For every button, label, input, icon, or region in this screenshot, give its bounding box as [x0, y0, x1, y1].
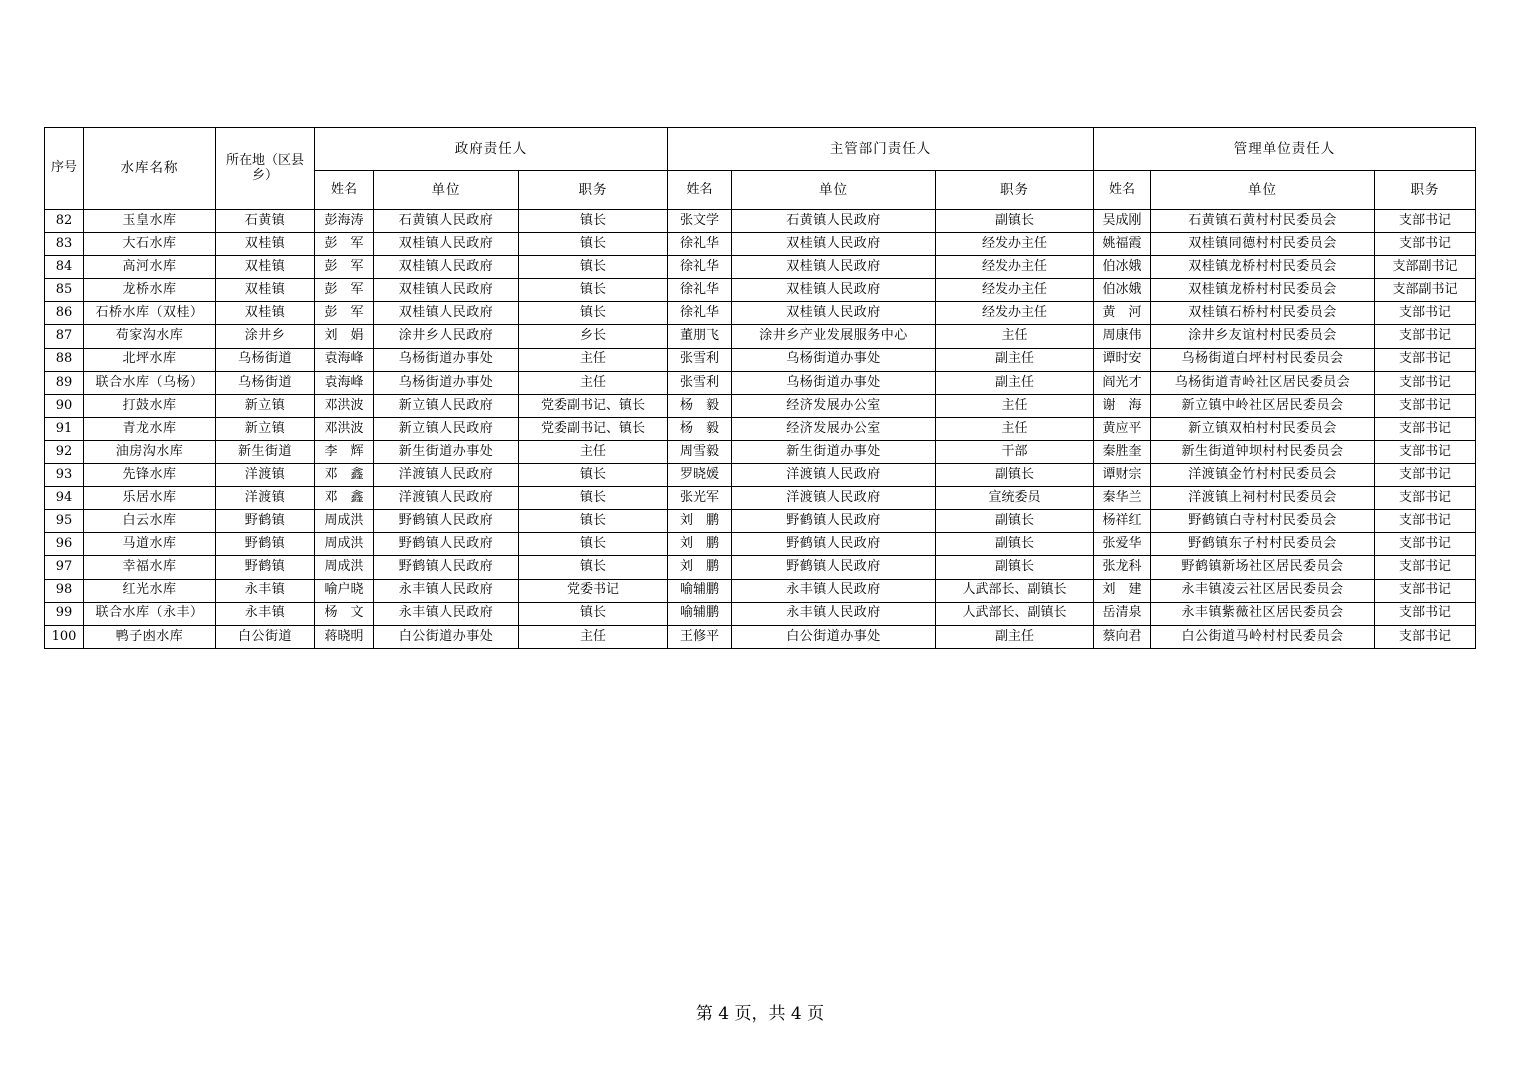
cell-mgmt-unit: 洋渡镇上祠村村民委员会 [1151, 487, 1375, 510]
cell-mgmt-duty: 支部书记 [1375, 487, 1476, 510]
cell-location: 乌杨街道 [216, 348, 315, 371]
cell-location: 新生街道 [216, 440, 315, 463]
cell-gov-unit: 石黄镇人民政府 [374, 210, 519, 233]
cell-gov-name: 周成洪 [315, 533, 374, 556]
cell-mgmt-unit: 永丰镇凌云社区居民委员会 [1151, 579, 1375, 602]
cell-dept-unit: 野鹤镇人民政府 [732, 510, 936, 533]
header-mgmt-unit: 单位 [1151, 171, 1375, 210]
cell-gov-name: 周成洪 [315, 556, 374, 579]
cell-gov-name: 袁海峰 [315, 348, 374, 371]
header-dept-unit: 单位 [732, 171, 936, 210]
table-row [45, 625, 1476, 648]
cell-mgmt-name: 伯冰娥 [1094, 256, 1151, 279]
cell-gov-duty: 镇长 [519, 510, 668, 533]
cell-dept-duty: 宣统委员 [936, 487, 1094, 510]
cell-dept-name: 杨 毅 [668, 394, 732, 417]
cell-reservoir-name: 乐居水库 [84, 487, 216, 510]
cell-mgmt-duty: 支部书记 [1375, 210, 1476, 233]
cell-gov-name: 喻户晓 [315, 579, 374, 602]
cell-dept-name: 张雪利 [668, 348, 732, 371]
cell-gov-duty: 主任 [519, 348, 668, 371]
cell-dept-name: 刘 鹏 [668, 556, 732, 579]
cell-gov-unit: 双桂镇人民政府 [374, 233, 519, 256]
table-row [45, 417, 1476, 440]
cell-location: 野鹤镇 [216, 533, 315, 556]
table-row [45, 440, 1476, 463]
table-row [45, 302, 1476, 325]
header-reservoir-name: 水库名称 [84, 128, 216, 210]
cell-mgmt-unit: 新立镇双柏村村民委员会 [1151, 417, 1375, 440]
header-gov-duty: 职务 [519, 171, 668, 210]
table-row [45, 556, 1476, 579]
cell-mgmt-name: 张龙科 [1094, 556, 1151, 579]
cell-mgmt-unit: 双桂镇龙桥村村民委员会 [1151, 279, 1375, 302]
cell-location: 白公街道 [216, 625, 315, 648]
cell-location: 涂井乡 [216, 325, 315, 348]
cell-mgmt-name: 谭财宗 [1094, 464, 1151, 487]
cell-dept-name: 杨 毅 [668, 417, 732, 440]
cell-gov-name: 彭 军 [315, 279, 374, 302]
cell-mgmt-name: 吴成刚 [1094, 210, 1151, 233]
cell-gov-unit: 涂井乡人民政府 [374, 325, 519, 348]
table-row [45, 533, 1476, 556]
cell-mgmt-name: 张爱华 [1094, 533, 1151, 556]
cell-dept-duty: 经发办主任 [936, 256, 1094, 279]
cell-gov-name: 邓 鑫 [315, 487, 374, 510]
cell-location: 双桂镇 [216, 256, 315, 279]
header-dept-name: 姓名 [668, 171, 732, 210]
cell-mgmt-name: 谢 海 [1094, 394, 1151, 417]
cell-mgmt-unit: 野鹤镇东子村村民委员会 [1151, 533, 1375, 556]
cell-dept-duty: 副镇长 [936, 210, 1094, 233]
cell-reservoir-name: 联合水库（乌杨） [84, 371, 216, 394]
cell-gov-duty: 镇长 [519, 233, 668, 256]
cell-dept-name: 刘 鹏 [668, 533, 732, 556]
header-mgmt-name: 姓名 [1094, 171, 1151, 210]
header-mgmt-group: 管理单位责任人 [1094, 128, 1476, 171]
cell-gov-name: 邓洪波 [315, 417, 374, 440]
cell-gov-name: 彭 军 [315, 256, 374, 279]
header-gov-name: 姓名 [315, 171, 374, 210]
cell-location: 洋渡镇 [216, 487, 315, 510]
cell-seq: 98 [45, 579, 84, 602]
cell-dept-duty: 人武部长、副镇长 [936, 602, 1094, 625]
cell-seq: 91 [45, 417, 84, 440]
cell-dept-duty: 副镇长 [936, 556, 1094, 579]
cell-mgmt-name: 黄 河 [1094, 302, 1151, 325]
cell-dept-duty: 副镇长 [936, 510, 1094, 533]
cell-gov-duty: 镇长 [519, 464, 668, 487]
cell-mgmt-unit: 新立镇中岭社区居民委员会 [1151, 394, 1375, 417]
header-gov-unit: 单位 [374, 171, 519, 210]
cell-dept-unit: 洋渡镇人民政府 [732, 487, 936, 510]
cell-seq: 82 [45, 210, 84, 233]
cell-dept-duty: 经发办主任 [936, 233, 1094, 256]
cell-gov-duty: 主任 [519, 371, 668, 394]
cell-mgmt-duty: 支部书记 [1375, 533, 1476, 556]
cell-mgmt-duty: 支部副书记 [1375, 256, 1476, 279]
cell-location: 双桂镇 [216, 233, 315, 256]
table-row [45, 487, 1476, 510]
cell-seq: 85 [45, 279, 84, 302]
cell-mgmt-name: 谭时安 [1094, 348, 1151, 371]
table-row [45, 464, 1476, 487]
cell-gov-unit: 野鹤镇人民政府 [374, 510, 519, 533]
cell-dept-duty: 主任 [936, 417, 1094, 440]
cell-mgmt-duty: 支部书记 [1375, 348, 1476, 371]
cell-gov-duty: 镇长 [519, 602, 668, 625]
cell-gov-duty: 镇长 [519, 533, 668, 556]
table-row [45, 602, 1476, 625]
cell-dept-unit: 经济发展办公室 [732, 394, 936, 417]
cell-gov-name: 彭海涛 [315, 210, 374, 233]
table-row [45, 579, 1476, 602]
cell-mgmt-unit: 乌杨街道青岭社区居民委员会 [1151, 371, 1375, 394]
cell-dept-name: 张雪利 [668, 371, 732, 394]
header-row-groups [45, 128, 1476, 171]
cell-gov-unit: 双桂镇人民政府 [374, 256, 519, 279]
cell-mgmt-unit: 新生街道钟坝村村民委员会 [1151, 440, 1375, 463]
cell-dept-name: 徐礼华 [668, 233, 732, 256]
cell-seq: 86 [45, 302, 84, 325]
cell-dept-duty: 经发办主任 [936, 302, 1094, 325]
cell-dept-unit: 双桂镇人民政府 [732, 279, 936, 302]
cell-gov-unit: 新生街道办事处 [374, 440, 519, 463]
cell-reservoir-name: 白云水库 [84, 510, 216, 533]
cell-mgmt-unit: 乌杨街道白坪村村民委员会 [1151, 348, 1375, 371]
cell-reservoir-name: 青龙水库 [84, 417, 216, 440]
cell-seq: 89 [45, 371, 84, 394]
cell-reservoir-name: 幸福水库 [84, 556, 216, 579]
table-row [45, 371, 1476, 394]
cell-location: 永丰镇 [216, 579, 315, 602]
cell-gov-unit: 新立镇人民政府 [374, 394, 519, 417]
cell-dept-name: 徐礼华 [668, 302, 732, 325]
cell-seq: 83 [45, 233, 84, 256]
cell-dept-duty: 主任 [936, 394, 1094, 417]
cell-dept-duty: 副镇长 [936, 533, 1094, 556]
cell-dept-unit: 乌杨街道办事处 [732, 348, 936, 371]
cell-mgmt-unit: 白公街道马岭村村民委员会 [1151, 625, 1375, 648]
cell-dept-name: 徐礼华 [668, 256, 732, 279]
cell-gov-duty: 主任 [519, 440, 668, 463]
cell-dept-unit: 野鹤镇人民政府 [732, 556, 936, 579]
cell-seq: 95 [45, 510, 84, 533]
cell-dept-name: 董朋飞 [668, 325, 732, 348]
cell-dept-duty: 副主任 [936, 348, 1094, 371]
cell-dept-unit: 新生街道办事处 [732, 440, 936, 463]
cell-gov-unit: 双桂镇人民政府 [374, 279, 519, 302]
cell-mgmt-name: 秦胜奎 [1094, 440, 1151, 463]
cell-mgmt-duty: 支部书记 [1375, 464, 1476, 487]
cell-dept-unit: 洋渡镇人民政府 [732, 464, 936, 487]
cell-mgmt-unit: 双桂镇同德村村民委员会 [1151, 233, 1375, 256]
cell-seq: 84 [45, 256, 84, 279]
cell-dept-name: 张光军 [668, 487, 732, 510]
cell-mgmt-duty: 支部书记 [1375, 625, 1476, 648]
cell-mgmt-duty: 支部书记 [1375, 325, 1476, 348]
cell-gov-duty: 镇长 [519, 302, 668, 325]
cell-location: 新立镇 [216, 394, 315, 417]
cell-mgmt-duty: 支部书记 [1375, 602, 1476, 625]
cell-reservoir-name: 北坪水库 [84, 348, 216, 371]
cell-mgmt-duty: 支部书记 [1375, 510, 1476, 533]
cell-mgmt-name: 周康伟 [1094, 325, 1151, 348]
cell-mgmt-unit: 涂井乡友谊村村民委员会 [1151, 325, 1375, 348]
cell-mgmt-name: 姚福霞 [1094, 233, 1151, 256]
cell-location: 野鹤镇 [216, 556, 315, 579]
cell-dept-name: 王修平 [668, 625, 732, 648]
cell-seq: 93 [45, 464, 84, 487]
cell-seq: 88 [45, 348, 84, 371]
cell-location: 新立镇 [216, 417, 315, 440]
cell-mgmt-unit: 双桂镇龙桥村村民委员会 [1151, 256, 1375, 279]
cell-reservoir-name: 石桥水库（双桂） [84, 302, 216, 325]
cell-reservoir-name: 红光水库 [84, 579, 216, 602]
cell-mgmt-duty: 支部书记 [1375, 417, 1476, 440]
header-mgmt-duty: 职务 [1375, 171, 1476, 210]
cell-reservoir-name: 苟家沟水库 [84, 325, 216, 348]
cell-dept-duty: 经发办主任 [936, 279, 1094, 302]
cell-mgmt-name: 刘 建 [1094, 579, 1151, 602]
cell-mgmt-duty: 支部副书记 [1375, 279, 1476, 302]
cell-dept-duty: 副主任 [936, 371, 1094, 394]
cell-reservoir-name: 龙桥水库 [84, 279, 216, 302]
cell-dept-unit: 双桂镇人民政府 [732, 302, 936, 325]
cell-reservoir-name: 先锋水库 [84, 464, 216, 487]
cell-dept-unit: 双桂镇人民政府 [732, 233, 936, 256]
cell-mgmt-unit: 石黄镇石黄村村民委员会 [1151, 210, 1375, 233]
cell-location: 石黄镇 [216, 210, 315, 233]
cell-seq: 94 [45, 487, 84, 510]
cell-mgmt-name: 杨祥红 [1094, 510, 1151, 533]
cell-dept-duty: 副主任 [936, 625, 1094, 648]
cell-reservoir-name: 马道水库 [84, 533, 216, 556]
cell-dept-name: 喻辅鹏 [668, 579, 732, 602]
cell-gov-name: 李 辉 [315, 440, 374, 463]
cell-mgmt-duty: 支部书记 [1375, 579, 1476, 602]
cell-gov-unit: 永丰镇人民政府 [374, 579, 519, 602]
cell-mgmt-duty: 支部书记 [1375, 302, 1476, 325]
cell-location: 双桂镇 [216, 302, 315, 325]
cell-dept-unit: 经济发展办公室 [732, 417, 936, 440]
cell-dept-unit: 永丰镇人民政府 [732, 602, 936, 625]
cell-mgmt-duty: 支部书记 [1375, 556, 1476, 579]
cell-dept-name: 罗晓媛 [668, 464, 732, 487]
cell-gov-unit: 新立镇人民政府 [374, 417, 519, 440]
cell-mgmt-name: 阎光才 [1094, 371, 1151, 394]
cell-mgmt-duty: 支部书记 [1375, 371, 1476, 394]
cell-gov-name: 刘 娟 [315, 325, 374, 348]
cell-dept-unit: 石黄镇人民政府 [732, 210, 936, 233]
cell-reservoir-name: 玉皇水库 [84, 210, 216, 233]
cell-dept-unit: 涂井乡产业发展服务中心 [732, 325, 936, 348]
cell-gov-name: 彭 军 [315, 302, 374, 325]
table-row [45, 256, 1476, 279]
cell-mgmt-name: 秦华兰 [1094, 487, 1151, 510]
cell-mgmt-unit: 野鹤镇白寺村村民委员会 [1151, 510, 1375, 533]
cell-gov-unit: 洋渡镇人民政府 [374, 464, 519, 487]
cell-seq: 90 [45, 394, 84, 417]
cell-mgmt-duty: 支部书记 [1375, 440, 1476, 463]
cell-dept-name: 刘 鹏 [668, 510, 732, 533]
cell-mgmt-name: 黄应平 [1094, 417, 1151, 440]
cell-reservoir-name: 打鼓水库 [84, 394, 216, 417]
cell-gov-unit: 双桂镇人民政府 [374, 302, 519, 325]
cell-mgmt-duty: 支部书记 [1375, 233, 1476, 256]
cell-mgmt-duty: 支部书记 [1375, 394, 1476, 417]
table-row [45, 210, 1476, 233]
cell-mgmt-unit: 永丰镇紫薇社区居民委员会 [1151, 602, 1375, 625]
cell-dept-name: 喻辅鹏 [668, 602, 732, 625]
cell-gov-duty: 乡长 [519, 325, 668, 348]
cell-dept-duty: 人武部长、副镇长 [936, 579, 1094, 602]
page-footer: 第 4 页，共 4 页 [695, 1004, 825, 1024]
cell-location: 洋渡镇 [216, 464, 315, 487]
cell-reservoir-name: 联合水库（永丰） [84, 602, 216, 625]
cell-mgmt-name: 蔡向君 [1094, 625, 1151, 648]
table-body [45, 210, 1476, 649]
cell-dept-unit: 乌杨街道办事处 [732, 371, 936, 394]
cell-gov-name: 袁海峰 [315, 371, 374, 394]
cell-gov-duty: 主任 [519, 625, 668, 648]
table-row [45, 348, 1476, 371]
cell-dept-name: 周雪毅 [668, 440, 732, 463]
cell-gov-duty: 党委书记 [519, 579, 668, 602]
cell-gov-name: 彭 军 [315, 233, 374, 256]
cell-mgmt-unit: 野鹤镇新场社区居民委员会 [1151, 556, 1375, 579]
cell-location: 乌杨街道 [216, 371, 315, 394]
table-row [45, 394, 1476, 417]
cell-dept-duty: 副镇长 [936, 464, 1094, 487]
cell-mgmt-name: 岳清泉 [1094, 602, 1151, 625]
cell-seq: 100 [45, 625, 84, 648]
cell-mgmt-unit: 洋渡镇金竹村村民委员会 [1151, 464, 1375, 487]
cell-mgmt-unit: 双桂镇石桥村村民委员会 [1151, 302, 1375, 325]
cell-reservoir-name: 鸭子凼水库 [84, 625, 216, 648]
header-dept-group: 主管部门责任人 [668, 128, 1094, 171]
cell-gov-name: 周成洪 [315, 510, 374, 533]
table-row [45, 510, 1476, 533]
cell-reservoir-name: 油房沟水库 [84, 440, 216, 463]
cell-gov-unit: 乌杨街道办事处 [374, 371, 519, 394]
cell-gov-duty: 镇长 [519, 210, 668, 233]
header-gov-group: 政府责任人 [315, 128, 668, 171]
cell-reservoir-name: 大石水库 [84, 233, 216, 256]
cell-gov-unit: 野鹤镇人民政府 [374, 556, 519, 579]
cell-dept-duty: 主任 [936, 325, 1094, 348]
cell-dept-unit: 白公街道办事处 [732, 625, 936, 648]
cell-gov-unit: 永丰镇人民政府 [374, 602, 519, 625]
cell-gov-duty: 党委副书记、镇长 [519, 417, 668, 440]
cell-gov-unit: 野鹤镇人民政府 [374, 533, 519, 556]
cell-gov-unit: 洋渡镇人民政府 [374, 487, 519, 510]
cell-gov-duty: 党委副书记、镇长 [519, 394, 668, 417]
cell-gov-name: 邓洪波 [315, 394, 374, 417]
cell-location: 双桂镇 [216, 279, 315, 302]
table-row [45, 279, 1476, 302]
cell-gov-duty: 镇长 [519, 256, 668, 279]
cell-gov-name: 杨 文 [315, 602, 374, 625]
cell-location: 永丰镇 [216, 602, 315, 625]
cell-dept-duty: 干部 [936, 440, 1094, 463]
cell-dept-unit: 野鹤镇人民政府 [732, 533, 936, 556]
cell-gov-duty: 镇长 [519, 487, 668, 510]
table-row [45, 233, 1476, 256]
table-row [45, 325, 1476, 348]
cell-seq: 96 [45, 533, 84, 556]
cell-dept-unit: 永丰镇人民政府 [732, 579, 936, 602]
reservoir-responsibility-table [44, 127, 1476, 649]
cell-seq: 97 [45, 556, 84, 579]
cell-gov-duty: 镇长 [519, 556, 668, 579]
header-location: 所在地（区县乡） [216, 128, 315, 210]
cell-seq: 87 [45, 325, 84, 348]
cell-mgmt-name: 伯冰娥 [1094, 279, 1151, 302]
header-dept-duty: 职务 [936, 171, 1094, 210]
cell-dept-unit: 双桂镇人民政府 [732, 256, 936, 279]
cell-gov-name: 邓 鑫 [315, 464, 374, 487]
cell-gov-name: 蒋晓明 [315, 625, 374, 648]
cell-reservoir-name: 高河水库 [84, 256, 216, 279]
cell-gov-unit: 白公街道办事处 [374, 625, 519, 648]
cell-location: 野鹤镇 [216, 510, 315, 533]
cell-gov-duty: 镇长 [519, 279, 668, 302]
cell-dept-name: 张文学 [668, 210, 732, 233]
header-seq: 序号 [45, 128, 84, 210]
cell-dept-name: 徐礼华 [668, 279, 732, 302]
cell-seq: 99 [45, 602, 84, 625]
cell-seq: 92 [45, 440, 84, 463]
cell-gov-unit: 乌杨街道办事处 [374, 348, 519, 371]
